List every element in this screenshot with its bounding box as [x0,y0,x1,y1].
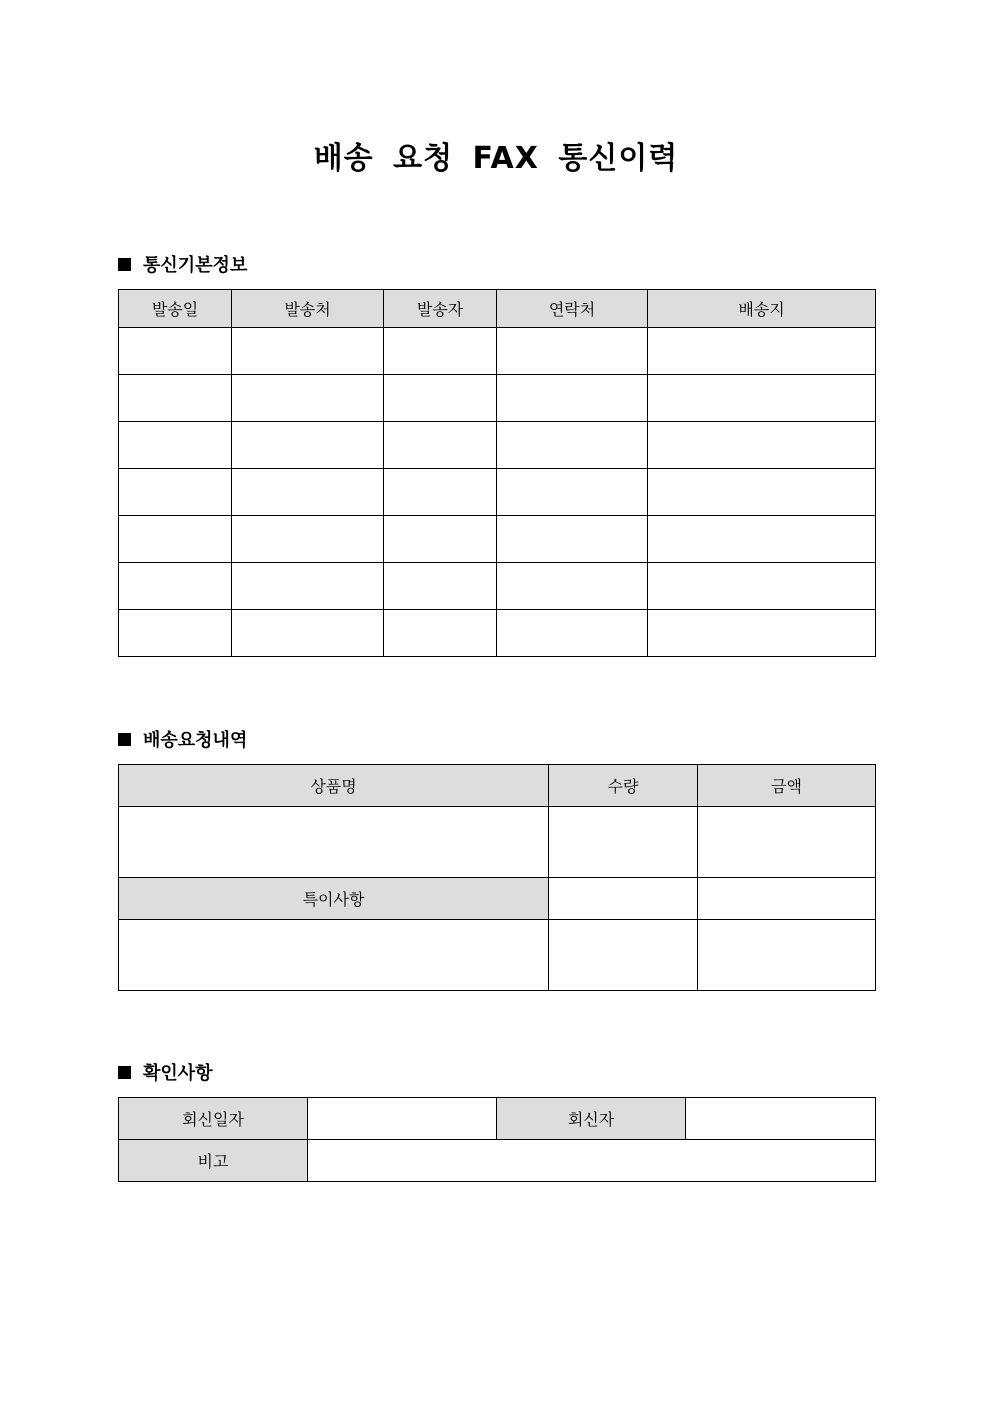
table-cell[interactable] [119,469,232,516]
column-header-product-name: 상품명 [119,765,549,807]
replier-label: 회신자 [497,1098,686,1140]
remarks-label: 비고 [119,1140,308,1182]
product-name-cell[interactable] [119,807,549,878]
column-header-destination: 배송지 [648,290,876,328]
table-cell[interactable] [232,563,384,610]
table-cell[interactable] [384,516,497,563]
table-header-row [119,290,876,328]
table-cell[interactable] [497,610,648,657]
column-header-sender: 발송자 [384,290,497,328]
section-heading-label: 배송요청내역 [143,730,248,751]
table-cell[interactable] [232,422,384,469]
table-cell[interactable] [119,516,232,563]
section-heading-label: 확인사항 [143,1063,213,1084]
table-cell[interactable] [698,920,876,991]
square-bullet-icon [118,258,131,271]
table-cell[interactable] [232,469,384,516]
table-header-row [119,765,876,807]
delivery-request-table [118,764,876,991]
table-cell[interactable] [232,375,384,422]
notes-cell[interactable] [119,920,549,991]
notes-label: 특이사항 [119,878,549,920]
table-cell[interactable] [119,422,232,469]
table-cell[interactable] [497,328,648,375]
table-cell[interactable] [384,328,497,375]
quantity-cell[interactable] [549,807,698,878]
column-header-send-date: 발송일 [119,290,232,328]
amount-cell[interactable] [698,807,876,878]
table-cell[interactable] [384,469,497,516]
reply-date-field[interactable] [308,1098,497,1140]
table-row [119,878,876,920]
table-cell[interactable] [119,610,232,657]
table-cell[interactable] [549,920,698,991]
column-header-contact: 연락처 [497,290,648,328]
square-bullet-icon [118,733,131,746]
table-cell[interactable] [384,563,497,610]
table-cell[interactable] [497,563,648,610]
table-cell[interactable] [384,422,497,469]
remarks-field[interactable] [308,1140,876,1182]
table-row [119,563,876,610]
column-header-sender-company: 발송처 [232,290,384,328]
table-cell[interactable] [648,563,876,610]
table-cell[interactable] [497,516,648,563]
table-cell[interactable] [648,422,876,469]
section-heading-basic-info [118,252,247,276]
replier-field[interactable] [686,1098,876,1140]
table-cell[interactable] [648,328,876,375]
table-row [119,469,876,516]
table-row [119,375,876,422]
basic-info-table [118,289,876,657]
table-cell[interactable] [384,610,497,657]
table-row [119,920,876,991]
table-cell[interactable] [119,375,232,422]
page-title: 배송 요청 FAX 통신이력 [313,141,679,176]
reply-date-label: 회신일자 [119,1098,308,1140]
table-row [119,516,876,563]
section-heading-delivery-request [118,727,247,751]
square-bullet-icon [118,1066,131,1079]
table-row [119,1098,876,1140]
table-cell[interactable] [232,328,384,375]
confirmation-table [118,1097,876,1182]
table-cell[interactable] [232,610,384,657]
table-row [119,610,876,657]
table-row [119,422,876,469]
table-cell[interactable] [549,878,698,920]
table-cell[interactable] [232,516,384,563]
table-cell[interactable] [648,516,876,563]
column-header-amount: 금액 [698,765,876,807]
table-cell[interactable] [648,610,876,657]
table-row [119,807,876,878]
table-cell[interactable] [497,375,648,422]
section-heading-confirmation [118,1060,213,1084]
table-cell[interactable] [119,328,232,375]
table-cell[interactable] [384,375,497,422]
column-header-quantity: 수량 [549,765,698,807]
table-row [119,328,876,375]
table-cell[interactable] [497,469,648,516]
section-heading-label: 통신기본정보 [143,255,248,276]
table-cell[interactable] [648,375,876,422]
table-cell[interactable] [119,563,232,610]
table-cell[interactable] [497,422,648,469]
table-cell[interactable] [698,878,876,920]
table-cell[interactable] [648,469,876,516]
table-row [119,1140,876,1182]
